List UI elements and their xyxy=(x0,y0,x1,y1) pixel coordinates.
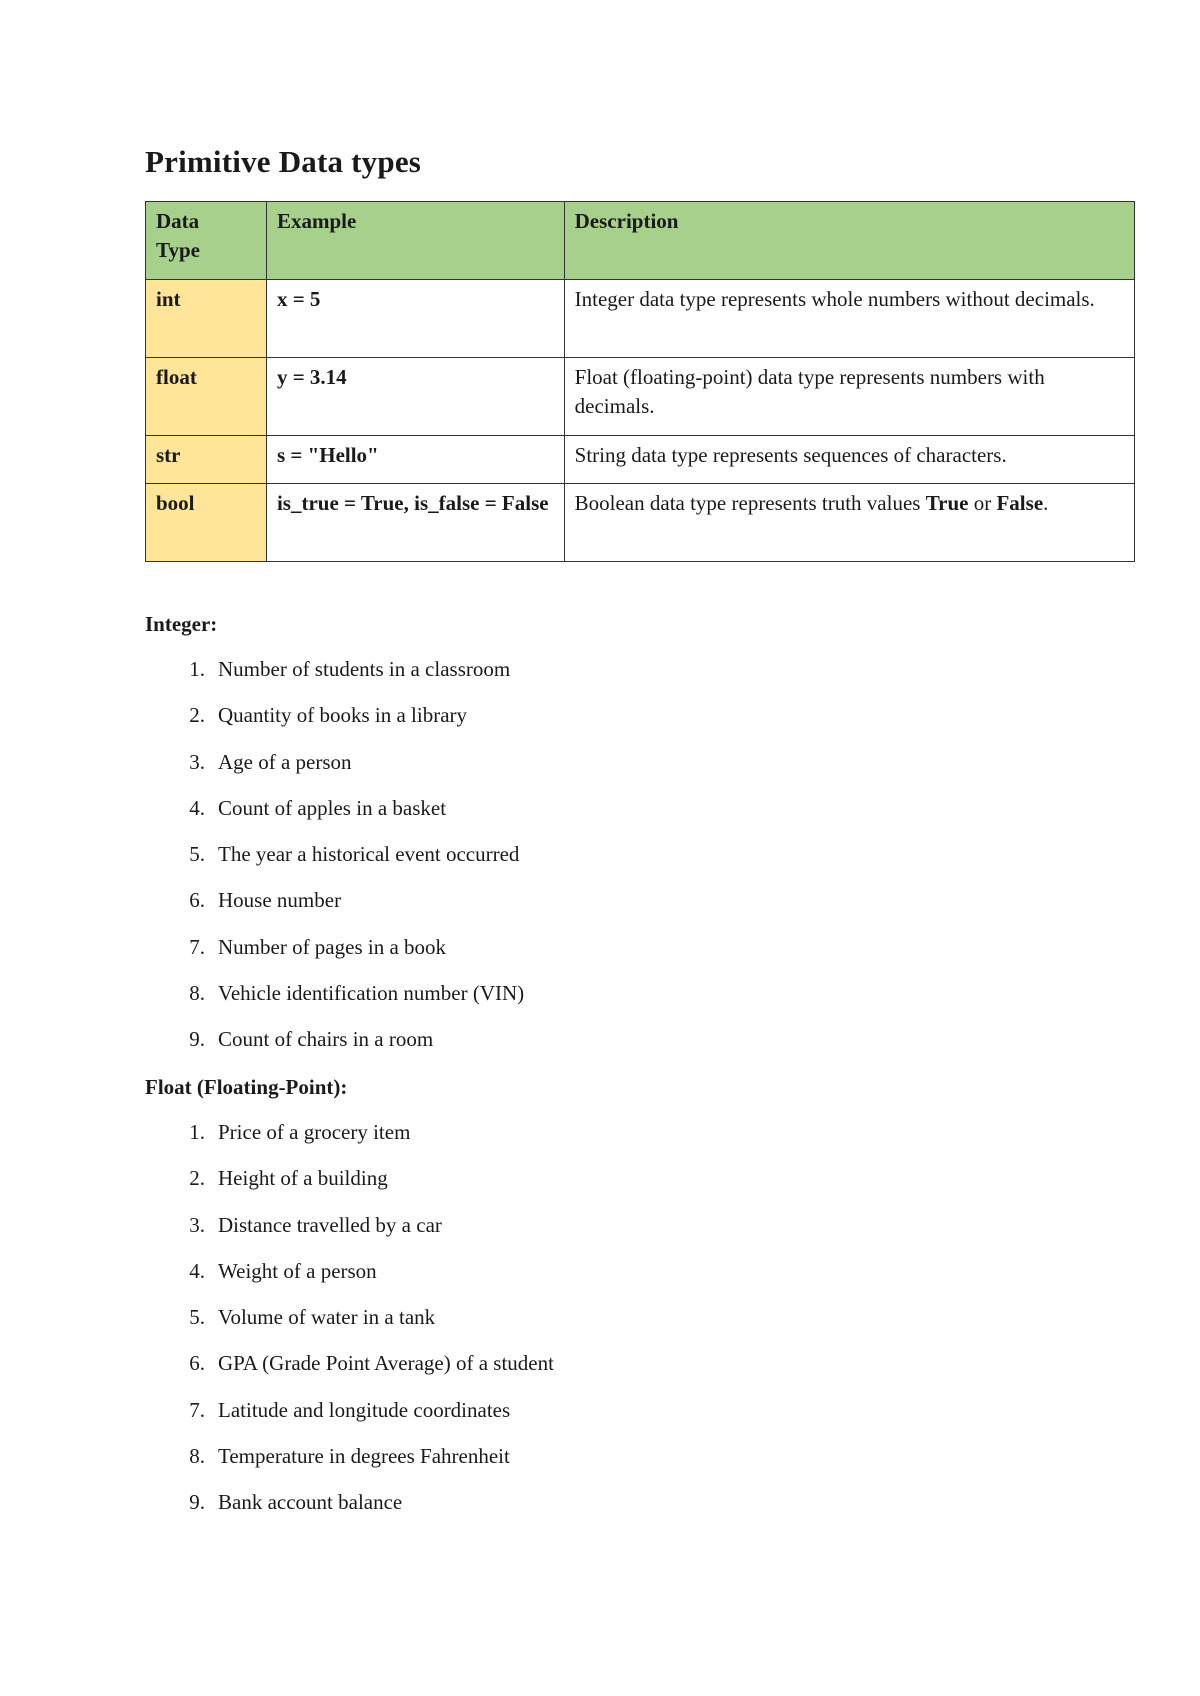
page-title: Primitive Data types xyxy=(145,144,422,179)
list-item-text: Height of a building xyxy=(218,1166,388,1191)
list-number: 1. xyxy=(189,657,205,681)
list-item-text: Vehicle identification number (VIN) xyxy=(218,981,525,1006)
list-item xyxy=(145,796,524,842)
list-number: 7. xyxy=(189,934,205,959)
table-row xyxy=(146,436,1135,484)
list-item xyxy=(145,657,524,703)
description-cell xyxy=(564,484,1134,562)
type-cell: str xyxy=(146,436,267,484)
list-number: 5. xyxy=(189,1305,205,1330)
list-number: 2. xyxy=(189,703,205,728)
list-item xyxy=(145,1351,554,1397)
list-item-text: Bank account balance xyxy=(218,1490,403,1515)
list-number: 2. xyxy=(189,1166,205,1191)
list-item-text: Quantity of books in a library xyxy=(218,703,468,728)
list-item-text: Count of chairs in a room xyxy=(218,1027,434,1052)
integer-list xyxy=(145,657,524,1074)
description-end: . xyxy=(1043,491,1049,515)
list-number: 4. xyxy=(189,795,205,820)
list-item xyxy=(145,1490,554,1536)
header-data-type: Data Type xyxy=(146,202,267,280)
description-false-keyword: False xyxy=(996,491,1044,515)
table-row xyxy=(146,484,1135,562)
list-item xyxy=(145,703,524,749)
list-item xyxy=(145,1166,554,1212)
list-number: 5. xyxy=(189,842,205,867)
list-item-text: Age of a person xyxy=(218,749,352,774)
float-heading: Float (Floating-Point): xyxy=(145,1075,348,1099)
description-text: Boolean data type represents truth values xyxy=(574,491,926,515)
list-item-text: Volume of water in a tank xyxy=(218,1305,436,1330)
list-item-text: GPA (Grade Point Average) of a student xyxy=(218,1351,554,1376)
list-item xyxy=(145,935,524,981)
example-cell: y = 3.14 xyxy=(266,358,564,436)
description-or: or xyxy=(968,491,997,515)
list-item-text: Price of a grocery item xyxy=(218,1120,411,1144)
list-number: 8. xyxy=(189,1444,205,1469)
list-item xyxy=(145,1027,524,1073)
list-item xyxy=(145,1444,554,1490)
list-number: 9. xyxy=(189,1490,205,1515)
list-item xyxy=(145,842,524,888)
list-item-text: Number of pages in a book xyxy=(218,934,447,959)
list-item-text: Weight of a person xyxy=(218,1258,377,1283)
list-item xyxy=(145,1305,554,1351)
list-number: 3. xyxy=(189,749,205,774)
description-true-keyword: True xyxy=(925,491,969,515)
list-item xyxy=(145,888,524,934)
list-item xyxy=(145,750,524,796)
type-cell: bool xyxy=(146,484,267,562)
list-item-text: Distance travelled by a car xyxy=(218,1212,442,1237)
list-number: 9. xyxy=(189,1027,205,1052)
list-item xyxy=(145,1213,554,1259)
list-item xyxy=(145,1120,554,1166)
list-number: 8. xyxy=(189,981,205,1006)
list-item-text: The year a historical event occurred xyxy=(218,842,520,867)
type-cell: float xyxy=(146,358,267,436)
list-item-text: Count of apples in a basket xyxy=(218,795,447,820)
table-row xyxy=(146,280,1135,358)
list-number: 7. xyxy=(189,1397,205,1422)
header-example: Example xyxy=(266,202,564,280)
header-description: Description xyxy=(564,202,1134,280)
data-types-table xyxy=(145,201,1135,562)
list-item-text: Latitude and longitude coordinates xyxy=(218,1397,511,1422)
list-number: 6. xyxy=(189,1351,205,1376)
description-cell: Integer data type represents whole numbers without decimals. xyxy=(564,280,1134,358)
list-number: 4. xyxy=(189,1258,205,1283)
list-number: 6. xyxy=(189,888,205,913)
table-header-row xyxy=(146,202,1135,280)
integer-heading: Integer: xyxy=(145,612,218,636)
list-number: 1. xyxy=(189,1120,205,1144)
list-item xyxy=(145,1259,554,1305)
example-cell: is_true = True, is_false = False xyxy=(266,484,564,562)
example-cell: s = "Hello" xyxy=(266,436,564,484)
type-cell: int xyxy=(146,280,267,358)
example-cell: x = 5 xyxy=(266,280,564,358)
list-item-text: Temperature in degrees Fahrenheit xyxy=(218,1444,510,1469)
description-cell: Float (floating-point) data type represents numbers with decimals. xyxy=(564,358,1134,436)
list-item-text: House number xyxy=(218,888,342,913)
list-item-text: Number of students in a classroom xyxy=(218,657,511,681)
list-item xyxy=(145,1398,554,1444)
description-cell: String data type represents sequences of characters. xyxy=(564,436,1134,484)
list-number: 3. xyxy=(189,1212,205,1237)
list-item xyxy=(145,981,524,1027)
table-row xyxy=(146,358,1135,436)
float-list xyxy=(145,1120,554,1537)
